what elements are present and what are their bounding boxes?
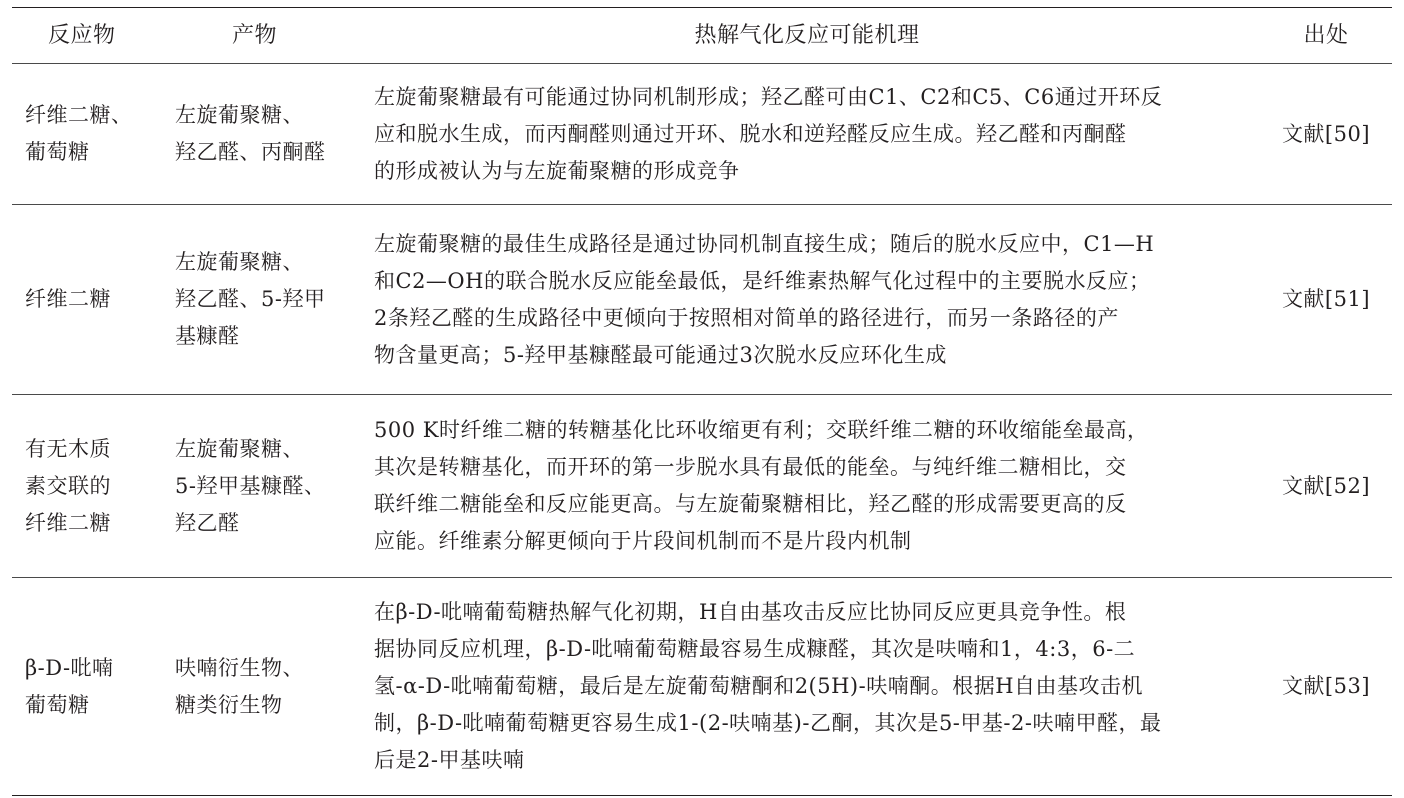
- table-row: [12, 205, 1392, 395]
- mechanism-line: 后是2-甲基呋喃: [374, 748, 525, 772]
- product-line: 基糠醛: [175, 324, 240, 348]
- mechanism-line: 左旋葡聚糖最有可能通过协同机制形成；羟乙醛可由C1、C2和C5、C6通过开环反: [374, 84, 1163, 109]
- table-row: [12, 395, 1392, 578]
- header-product: 产物: [232, 23, 278, 48]
- reactant-line: 纤维二糖: [25, 510, 111, 535]
- product-cell: [160, 97, 360, 171]
- mechanism-line: 500 K时纤维二糖的转糖基化比环收缩更有利；交联纤维二糖的环收缩能垒最高，: [374, 418, 1149, 442]
- mechanism-line: 据协同反应机理，β-D-吡喃葡萄糖最容易生成糠醛，其次是呋喃和1，4:3，6-二: [374, 637, 1136, 661]
- product-cell: [160, 650, 360, 724]
- reference-cell: 文献[51]: [1281, 287, 1371, 311]
- product-line: 左旋葡聚糖、: [175, 250, 304, 274]
- mechanism-line: 应能。纤维素分解更倾向于片段间机制而不是片段内机制: [374, 529, 912, 553]
- product-line: 羟乙醛: [175, 510, 240, 535]
- product-cell: [160, 431, 360, 542]
- reactant-line: 葡萄糖: [25, 692, 90, 717]
- table-header-row: [12, 8, 1392, 64]
- mechanism-cell: [360, 226, 1260, 374]
- product-line: 呋喃衍生物、: [175, 655, 304, 680]
- product-line: 左旋葡聚糖、: [175, 103, 304, 127]
- mechanism-cell: [360, 79, 1260, 190]
- mechanism-line: 左旋葡聚糖的最佳生成路径是通过协同机制直接生成；随后的脱水反应中，C1—H: [374, 231, 1155, 256]
- mechanism-cell: [360, 412, 1260, 560]
- reactant-line: 纤维二糖: [25, 287, 111, 311]
- mechanism-line: 和C2—OH的联合脱水反应能垒最低，是纤维素热解气化过程中的主要脱水反应；: [374, 268, 1151, 293]
- reference-cell: 文献[50]: [1281, 121, 1371, 146]
- product-line: 羟乙醛、5-羟甲: [175, 287, 326, 311]
- mechanism-line: 制，β-D-吡喃葡萄糖更容易生成1-(2-呋喃基)-乙酮，其次是5-甲基-2-呋喃甲醛，最: [374, 711, 1162, 735]
- reactant-line: 纤维二糖、: [25, 103, 133, 127]
- reference-cell: 文献[53]: [1281, 674, 1371, 698]
- reactant-line: 素交联的: [25, 473, 111, 498]
- product-cell: [160, 244, 360, 355]
- mechanism-cell: [360, 594, 1260, 779]
- mechanism-line: 的形成被认为与左旋葡聚糖的形成竞争: [374, 158, 740, 183]
- reactant-cell: [12, 97, 160, 171]
- mechanism-line: 氢-α-D-吡喃葡萄糖，最后是左旋葡萄糖酮和2(5H)-呋喃酮。根据H自由基攻击机: [374, 674, 1144, 698]
- reactant-line: 葡萄糖: [25, 140, 90, 164]
- product-line: 左旋葡聚糖、: [175, 436, 304, 461]
- product-line: 糖类衍生物: [175, 692, 283, 717]
- reactant-line: 有无木质: [25, 436, 111, 461]
- table-row: [12, 578, 1392, 795]
- mechanism-line: 应和脱水生成，而丙酮醛则通过开环、脱水和逆羟醛反应生成。羟乙醛和丙酮醛: [374, 121, 1127, 146]
- reactant-cell: [12, 650, 160, 724]
- mechanism-line: 物含量更高；5-羟甲基糠醛最可能通过3次脱水反应环化生成: [374, 342, 947, 367]
- mechanism-line: 其次是转糖基化，而开环的第一步脱水具有最低的能垒。与纯纤维二糖相比，交: [374, 455, 1127, 479]
- product-line: 5-羟甲基糠醛、: [175, 473, 326, 498]
- reactant-cell: [12, 431, 160, 542]
- mechanism-line: 2条羟乙醛的生成路径中更倾向于按照相对简单的路径进行，而另一条路径的产: [374, 305, 1119, 330]
- reactant-cell: [12, 281, 160, 318]
- product-line: 羟乙醛、丙酮醛: [175, 140, 326, 164]
- header-mechanism: 热解气化反应可能机理: [694, 23, 920, 48]
- table-row: [12, 64, 1392, 205]
- mechanism-table: [12, 7, 1392, 796]
- mechanism-line: 联纤维二糖能垒和反应能更高。与左旋葡聚糖相比，羟乙醛的形成需要更高的反: [374, 492, 1127, 516]
- reactant-line: β-D-吡喃: [25, 655, 114, 680]
- reference-cell: 文献[52]: [1281, 473, 1371, 498]
- header-reactant: 反应物: [48, 23, 116, 48]
- mechanism-line: 在β-D-吡喃葡萄糖热解气化初期，H自由基攻击反应比协同反应更具竞争性。根: [374, 600, 1127, 624]
- header-reference: 出处: [1303, 23, 1349, 48]
